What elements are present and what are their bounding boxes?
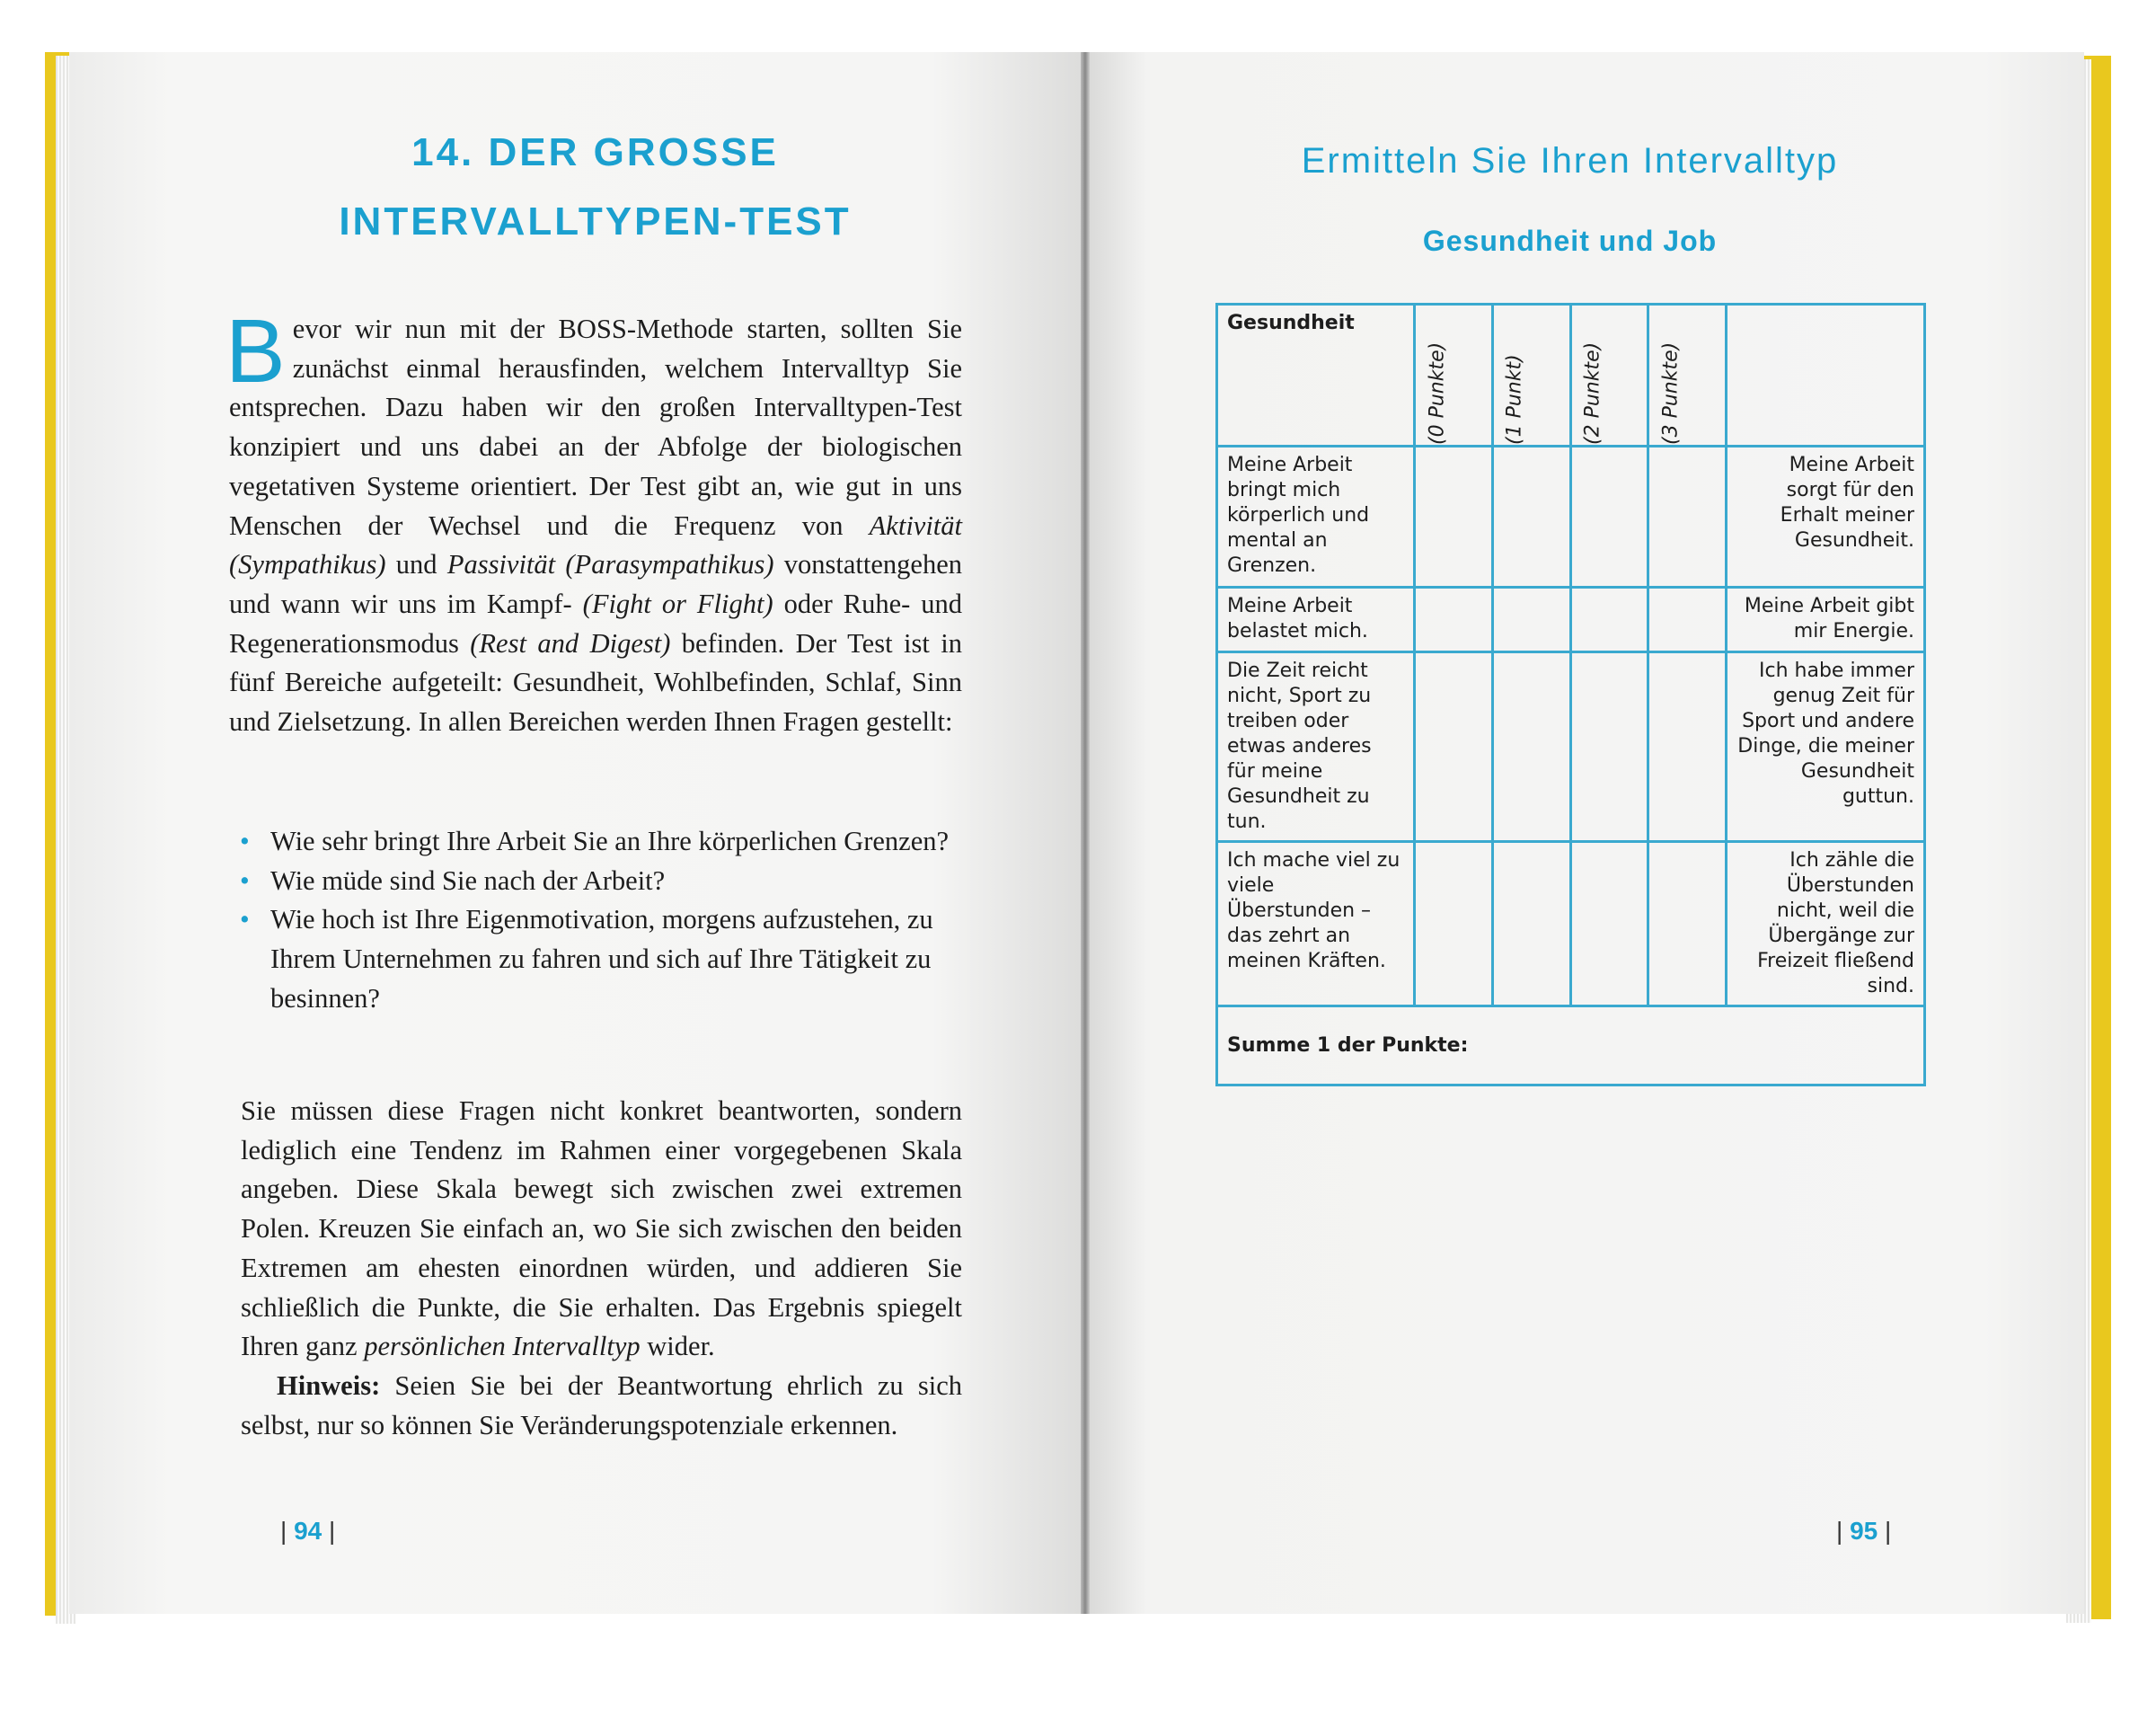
list-item: • Wie müde sind Sie nach der Arbeit? bbox=[240, 864, 666, 896]
text-run: Sie müssen diese Fragen nicht konkret beantworten, sondern lediglich eine Tendenz im Rahmen einer vorgegebenen Skala angeben. Diese Skala bewegt sich zwischen zwei extremen Polen. Kreuzen Sie einfach an, wo Sie sich zwischen den beiden Extremen am ehesten einordnen würden, und addieren Sie schließlich die Punkte, die Sie erhalten. Das Ergebnis spiegelt Ihren ganz bbox=[241, 1095, 962, 1362]
statement-right: Meine Arbeit gibt mir Energie. bbox=[1726, 588, 1924, 652]
statement-left: Meine Arbeit bringt mich körperlich und mental an Grenzen. bbox=[1217, 447, 1415, 588]
table-row bbox=[1217, 652, 1925, 842]
table-header-category: Gesundheit bbox=[1217, 305, 1415, 447]
book-gutter bbox=[1081, 52, 1090, 1614]
score-column-2: (2 Punkte) bbox=[1570, 305, 1648, 447]
score-column-3: (3 Punkte) bbox=[1648, 305, 1727, 447]
score-cell[interactable] bbox=[1570, 842, 1648, 1006]
sum-label[interactable]: Summe 1 der Punkte: bbox=[1217, 1006, 1925, 1085]
statement-left: Ich mache viel zu viele Überstunden – das zehrt an meinen Kräften. bbox=[1217, 842, 1415, 1006]
statement-right: Meine Arbeit sorgt für den Erhalt meiner Gesundheit. bbox=[1726, 447, 1924, 588]
intro-text bbox=[225, 301, 962, 742]
text-run: oder Ruhe- und Regenerationsmodus bbox=[229, 588, 962, 659]
question-list bbox=[229, 822, 962, 1019]
score-cell[interactable] bbox=[1570, 588, 1648, 652]
right-page-subtitle: Gesundheit und Job bbox=[1422, 225, 1718, 257]
right-page-title: Ermitteln Sie Ihren Intervalltyp bbox=[1301, 141, 1839, 181]
score-cell[interactable] bbox=[1492, 447, 1570, 588]
hint-label: Hinweis: bbox=[277, 1369, 381, 1401]
score-cell[interactable] bbox=[1492, 652, 1570, 842]
text-run: und bbox=[385, 549, 447, 580]
score-cell[interactable] bbox=[1415, 842, 1493, 1006]
text-run: wider. bbox=[640, 1331, 715, 1362]
page-number-left: | 94 | bbox=[280, 1517, 336, 1545]
list-item: • Wie hoch ist Ihre Eigenmotivation, morgens aufzustehen, zu Ihrem Unternehmen zu fahren und sich auf Ihre Tätigkeit zu besinnen? bbox=[240, 904, 933, 1014]
score-cell[interactable] bbox=[1415, 588, 1493, 652]
hint-text: Seien Sie bei der Beantwortung ehrlich zu sich selbst, nur so können Sie Veränderungspotenziale erkennen. bbox=[241, 1369, 962, 1440]
chapter-title-line2: INTERVALLTYPEN-TEST bbox=[339, 199, 852, 244]
table-row bbox=[1217, 588, 1925, 652]
statement-right: Ich habe immer genug Zeit für Sport und andere Dinge, die meiner Gesundheit guttun. bbox=[1726, 652, 1924, 842]
score-column-1: (1 Punkt) bbox=[1492, 305, 1570, 447]
score-cell[interactable] bbox=[1648, 842, 1727, 1006]
health-job-score-table bbox=[1215, 303, 1926, 1086]
drop-cap: B bbox=[225, 301, 286, 402]
instructions-text bbox=[241, 1092, 962, 1445]
text-run: evor wir nun mit der BOSS-Methode starten, sollten Sie zunächst einmal herausfinden, welchem Intervalltyp Sie entsprechen. Dazu haben wir den großen Intervalltypen-Test konzipiert und uns dabei an der Abfolge der biologischen vegetativen Systeme orientiert. Der Test gibt an, wie gut in uns Menschen der Wechsel und die Frequenz von bbox=[229, 314, 962, 541]
sum-row bbox=[1217, 1006, 1925, 1085]
score-cell[interactable] bbox=[1648, 447, 1727, 588]
score-cell[interactable] bbox=[1570, 652, 1648, 842]
score-cell[interactable] bbox=[1570, 447, 1648, 588]
italic-term: Aktivität (Sympathikus) bbox=[229, 509, 962, 580]
chapter-title-line1: 14. DER GROSSE bbox=[411, 130, 779, 174]
italic-term: Passivität (Parasympathikus) bbox=[446, 549, 774, 580]
score-cell[interactable] bbox=[1648, 588, 1727, 652]
statement-right: Ich zähle die Überstunden nicht, weil die Übergänge zur Freizeit fließend sind. bbox=[1726, 842, 1924, 1006]
table-row bbox=[1217, 447, 1925, 588]
italic-term: (Rest and Digest) bbox=[470, 627, 671, 659]
table-header-row bbox=[1217, 305, 1925, 447]
text-run: befinden. Der Test ist in fünf Bereiche aufgeteilt: Gesundheit, Wohlbefinden, Schlaf, Sinn und Zielsetzung. In allen Bereichen werden Ihnen Fragen gestellt: bbox=[229, 627, 962, 738]
score-cell[interactable] bbox=[1492, 842, 1570, 1006]
italic-term: (Fight or Flight) bbox=[582, 588, 773, 619]
score-cell[interactable] bbox=[1648, 652, 1727, 842]
page-number-right: | 95 | bbox=[1836, 1517, 1892, 1545]
list-item: • Wie sehr bringt Ihre Arbeit Sie an Ihre körperlichen Grenzen? bbox=[240, 826, 950, 856]
italic-term: persönlichen Intervalltyp bbox=[364, 1331, 641, 1362]
table-row bbox=[1217, 842, 1925, 1006]
statement-left: Die Zeit reicht nicht, Sport zu treiben oder etwas anderes für meine Gesundheit zu tun. bbox=[1217, 652, 1415, 842]
text-run: vonstattengehen und wann wir uns im Kampf- bbox=[229, 549, 962, 619]
score-cell[interactable] bbox=[1415, 447, 1493, 588]
statement-left: Meine Arbeit belastet mich. bbox=[1217, 588, 1415, 652]
score-cell[interactable] bbox=[1415, 652, 1493, 842]
score-cell[interactable] bbox=[1492, 588, 1570, 652]
score-column-0: (0 Punkte) bbox=[1415, 305, 1493, 447]
table-header-empty bbox=[1726, 305, 1924, 447]
